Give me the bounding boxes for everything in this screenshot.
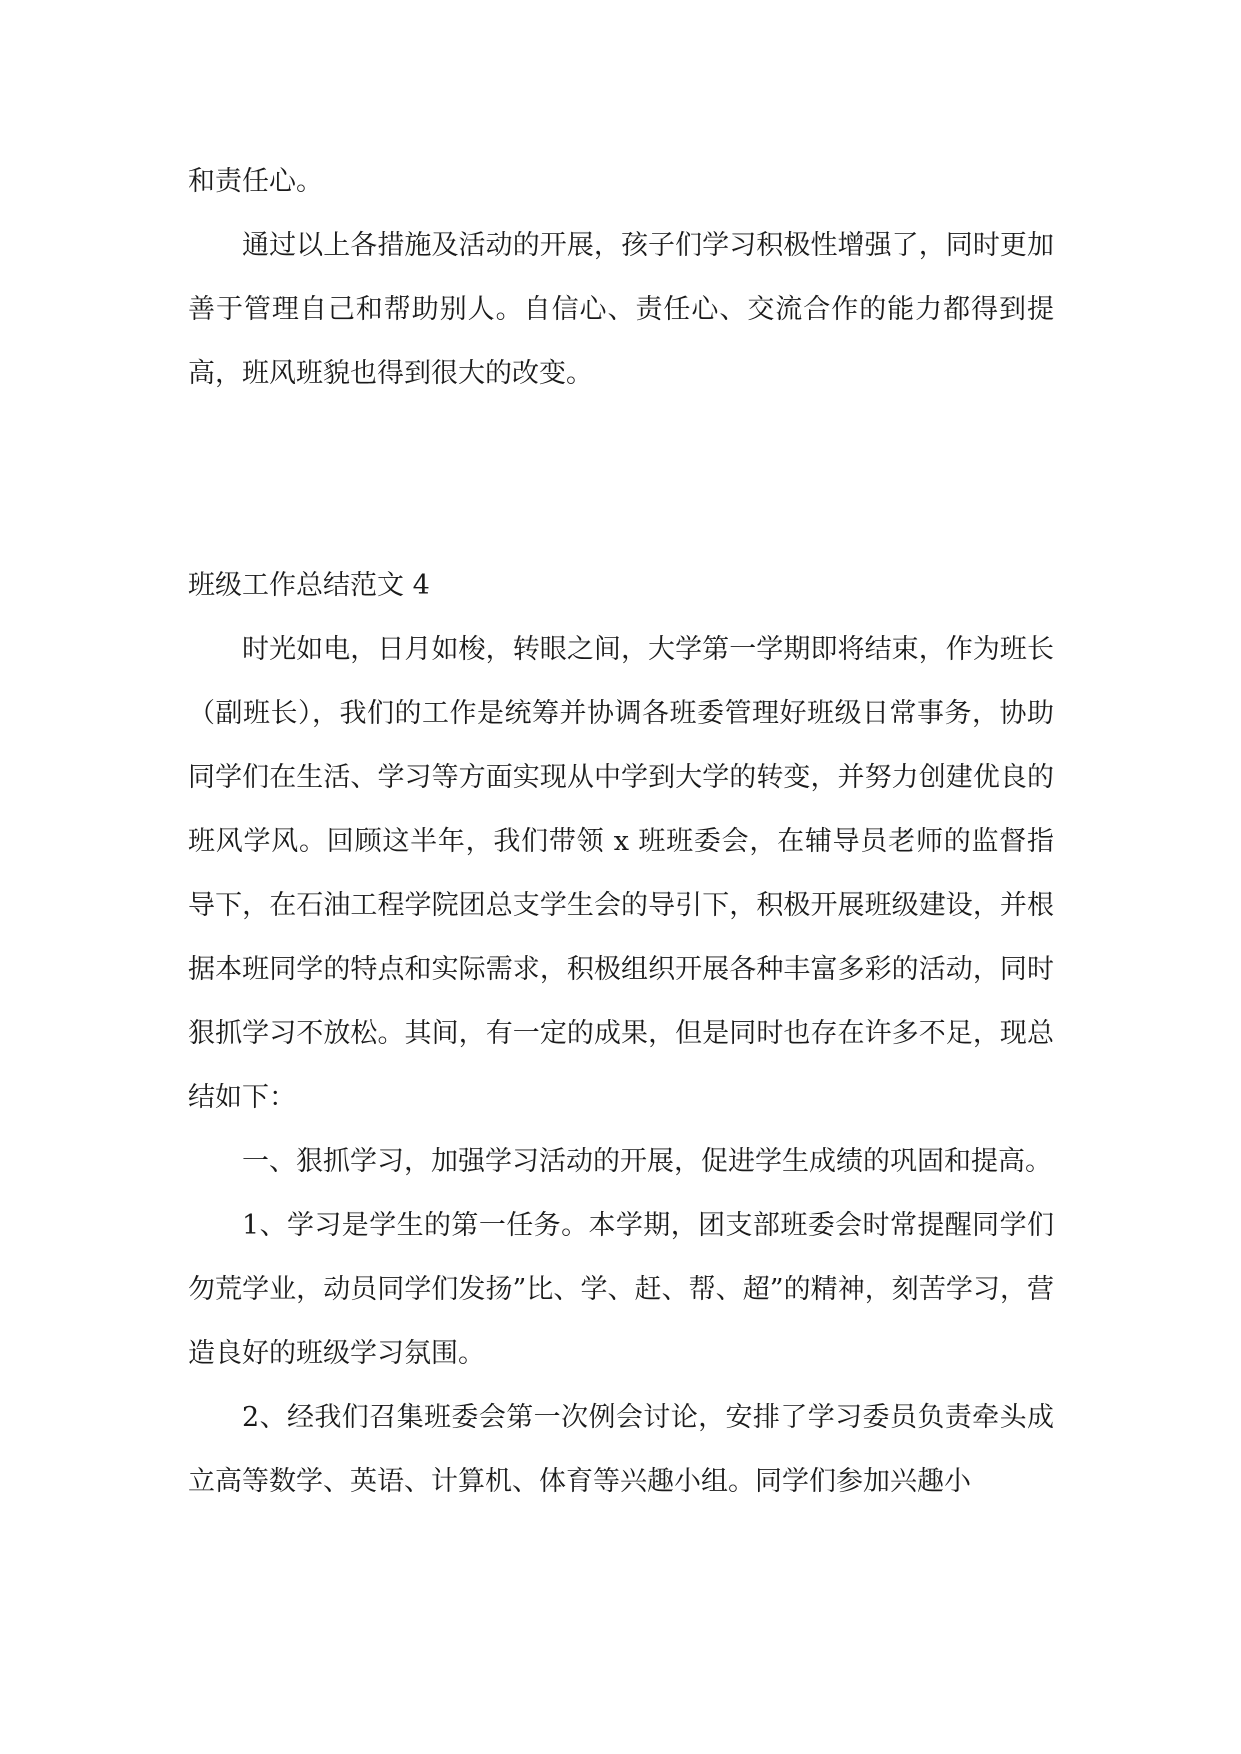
document-body — [188, 150, 1054, 1514]
paragraph-item-1: 1、学习是学生的第一任务。本学期，团支部班委会时常提醒同学们勿荒学业，动员同学们发扬”比、学、赶、帮、超”的精神，刻苦学习，营造良好的班级学习氛围。 — [188, 1210, 1054, 1369]
paragraph-continuation: 和责任心。 — [188, 166, 323, 197]
paragraph-summary: 通过以上各措施及活动的开展，孩子们学习积极性增强了，同时更加善于管理自己和帮助别人。自信心、责任心、交流合作的能力都得到提高，班风班貌也得到很大的改变。 — [188, 230, 1054, 389]
paragraph-item-2: 2、经我们召集班委会第一次例会讨论，安排了学习委员负责牵头成立高等数学、英语、计算机、体育等兴趣小组。同学们参加兴趣小 — [188, 1402, 1054, 1497]
section-title: 班级工作总结范文 4 — [188, 570, 430, 601]
paragraph-intro: 时光如电，日月如梭，转眼之间，大学第一学期即将结束，作为班长（副班长），我们的工作是统筹并协调各班委管理好班级日常事务，协助同学们在生活、学习等方面实现从中学到大学的转变，并努力创建优良的班风学风。回顾这半年，我们带领 x 班班委会，在辅导员老师的监督指导下，在石油工程学院团总支学生会的导引下，积极开展班级建设，并根据本班同学的特点和实际需求，积极组织开展各种丰富多彩的活动，同时狠抓学习不放松。其间，有一定的成果，但是同时也存在许多不足，现总结如下： — [188, 634, 1054, 1113]
paragraph-point-one: 一、狠抓学习，加强学习活动的开展，促进学生成绩的巩固和提高。 — [242, 1146, 1052, 1177]
